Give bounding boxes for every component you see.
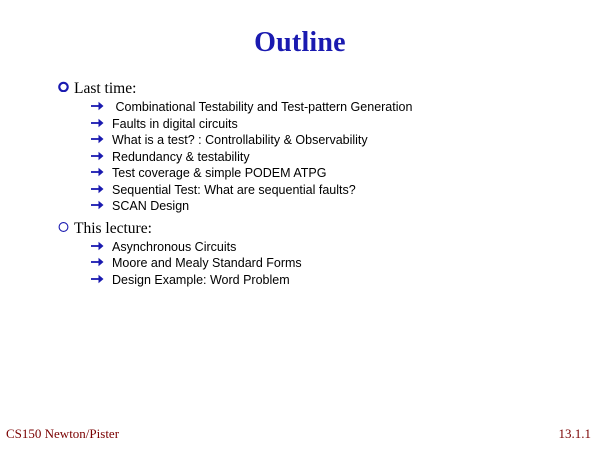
arrow-right-icon (90, 240, 112, 251)
arrow-right-icon (90, 117, 112, 128)
list-item (58, 256, 588, 270)
page-title: Outline (254, 27, 346, 58)
arrow-right-icon (90, 166, 112, 177)
footer-course-label: CS150 Newton/Pister (6, 426, 120, 441)
list-item-label: Design Example: Word Problem (112, 272, 290, 287)
list-item (58, 240, 588, 254)
outline-section-heading-label: This lecture: (74, 219, 152, 237)
hollow-circle-bullet-icon (58, 221, 74, 232)
list-item (58, 273, 588, 287)
list-item (58, 166, 588, 180)
arrow-right-icon (90, 273, 112, 284)
arrow-right-icon (90, 100, 112, 111)
list-item (58, 183, 588, 197)
list-item-label: Sequential Test: What are sequential faults? (112, 182, 356, 197)
outline-section-heading (58, 80, 588, 98)
arrow-right-icon (90, 150, 112, 161)
filled-circle-bullet-icon (58, 81, 74, 92)
arrow-right-icon (90, 133, 112, 144)
list-item-label: Asynchronous Circuits (112, 239, 237, 254)
arrow-right-icon (90, 256, 112, 267)
list-item-label: Faults in digital circuits (112, 116, 238, 131)
list-item (58, 150, 588, 164)
list-item (58, 133, 588, 147)
list-item-label: SCAN Design (112, 199, 190, 213)
list-item-label: Moore and Mealy Standard Forms (112, 256, 302, 270)
list-item (58, 199, 588, 213)
list-item-label: Test coverage & simple PODEM ATPG (112, 166, 327, 180)
list-item (58, 100, 588, 114)
list-item (58, 117, 588, 131)
list-item-label: What is a test? : Controllability & Observability (112, 133, 368, 147)
list-item-label: Redundancy & testability (112, 149, 250, 164)
arrow-right-icon (90, 183, 112, 194)
footer-slide-number: 13.1.1 (558, 426, 591, 441)
outline-section-heading-label: Last time: (74, 80, 137, 97)
outline-section-heading (58, 220, 588, 238)
arrow-right-icon (90, 199, 112, 210)
list-item-label: Combinational Testability and Test-pattern Generation (112, 100, 413, 114)
slide-body (58, 80, 588, 289)
